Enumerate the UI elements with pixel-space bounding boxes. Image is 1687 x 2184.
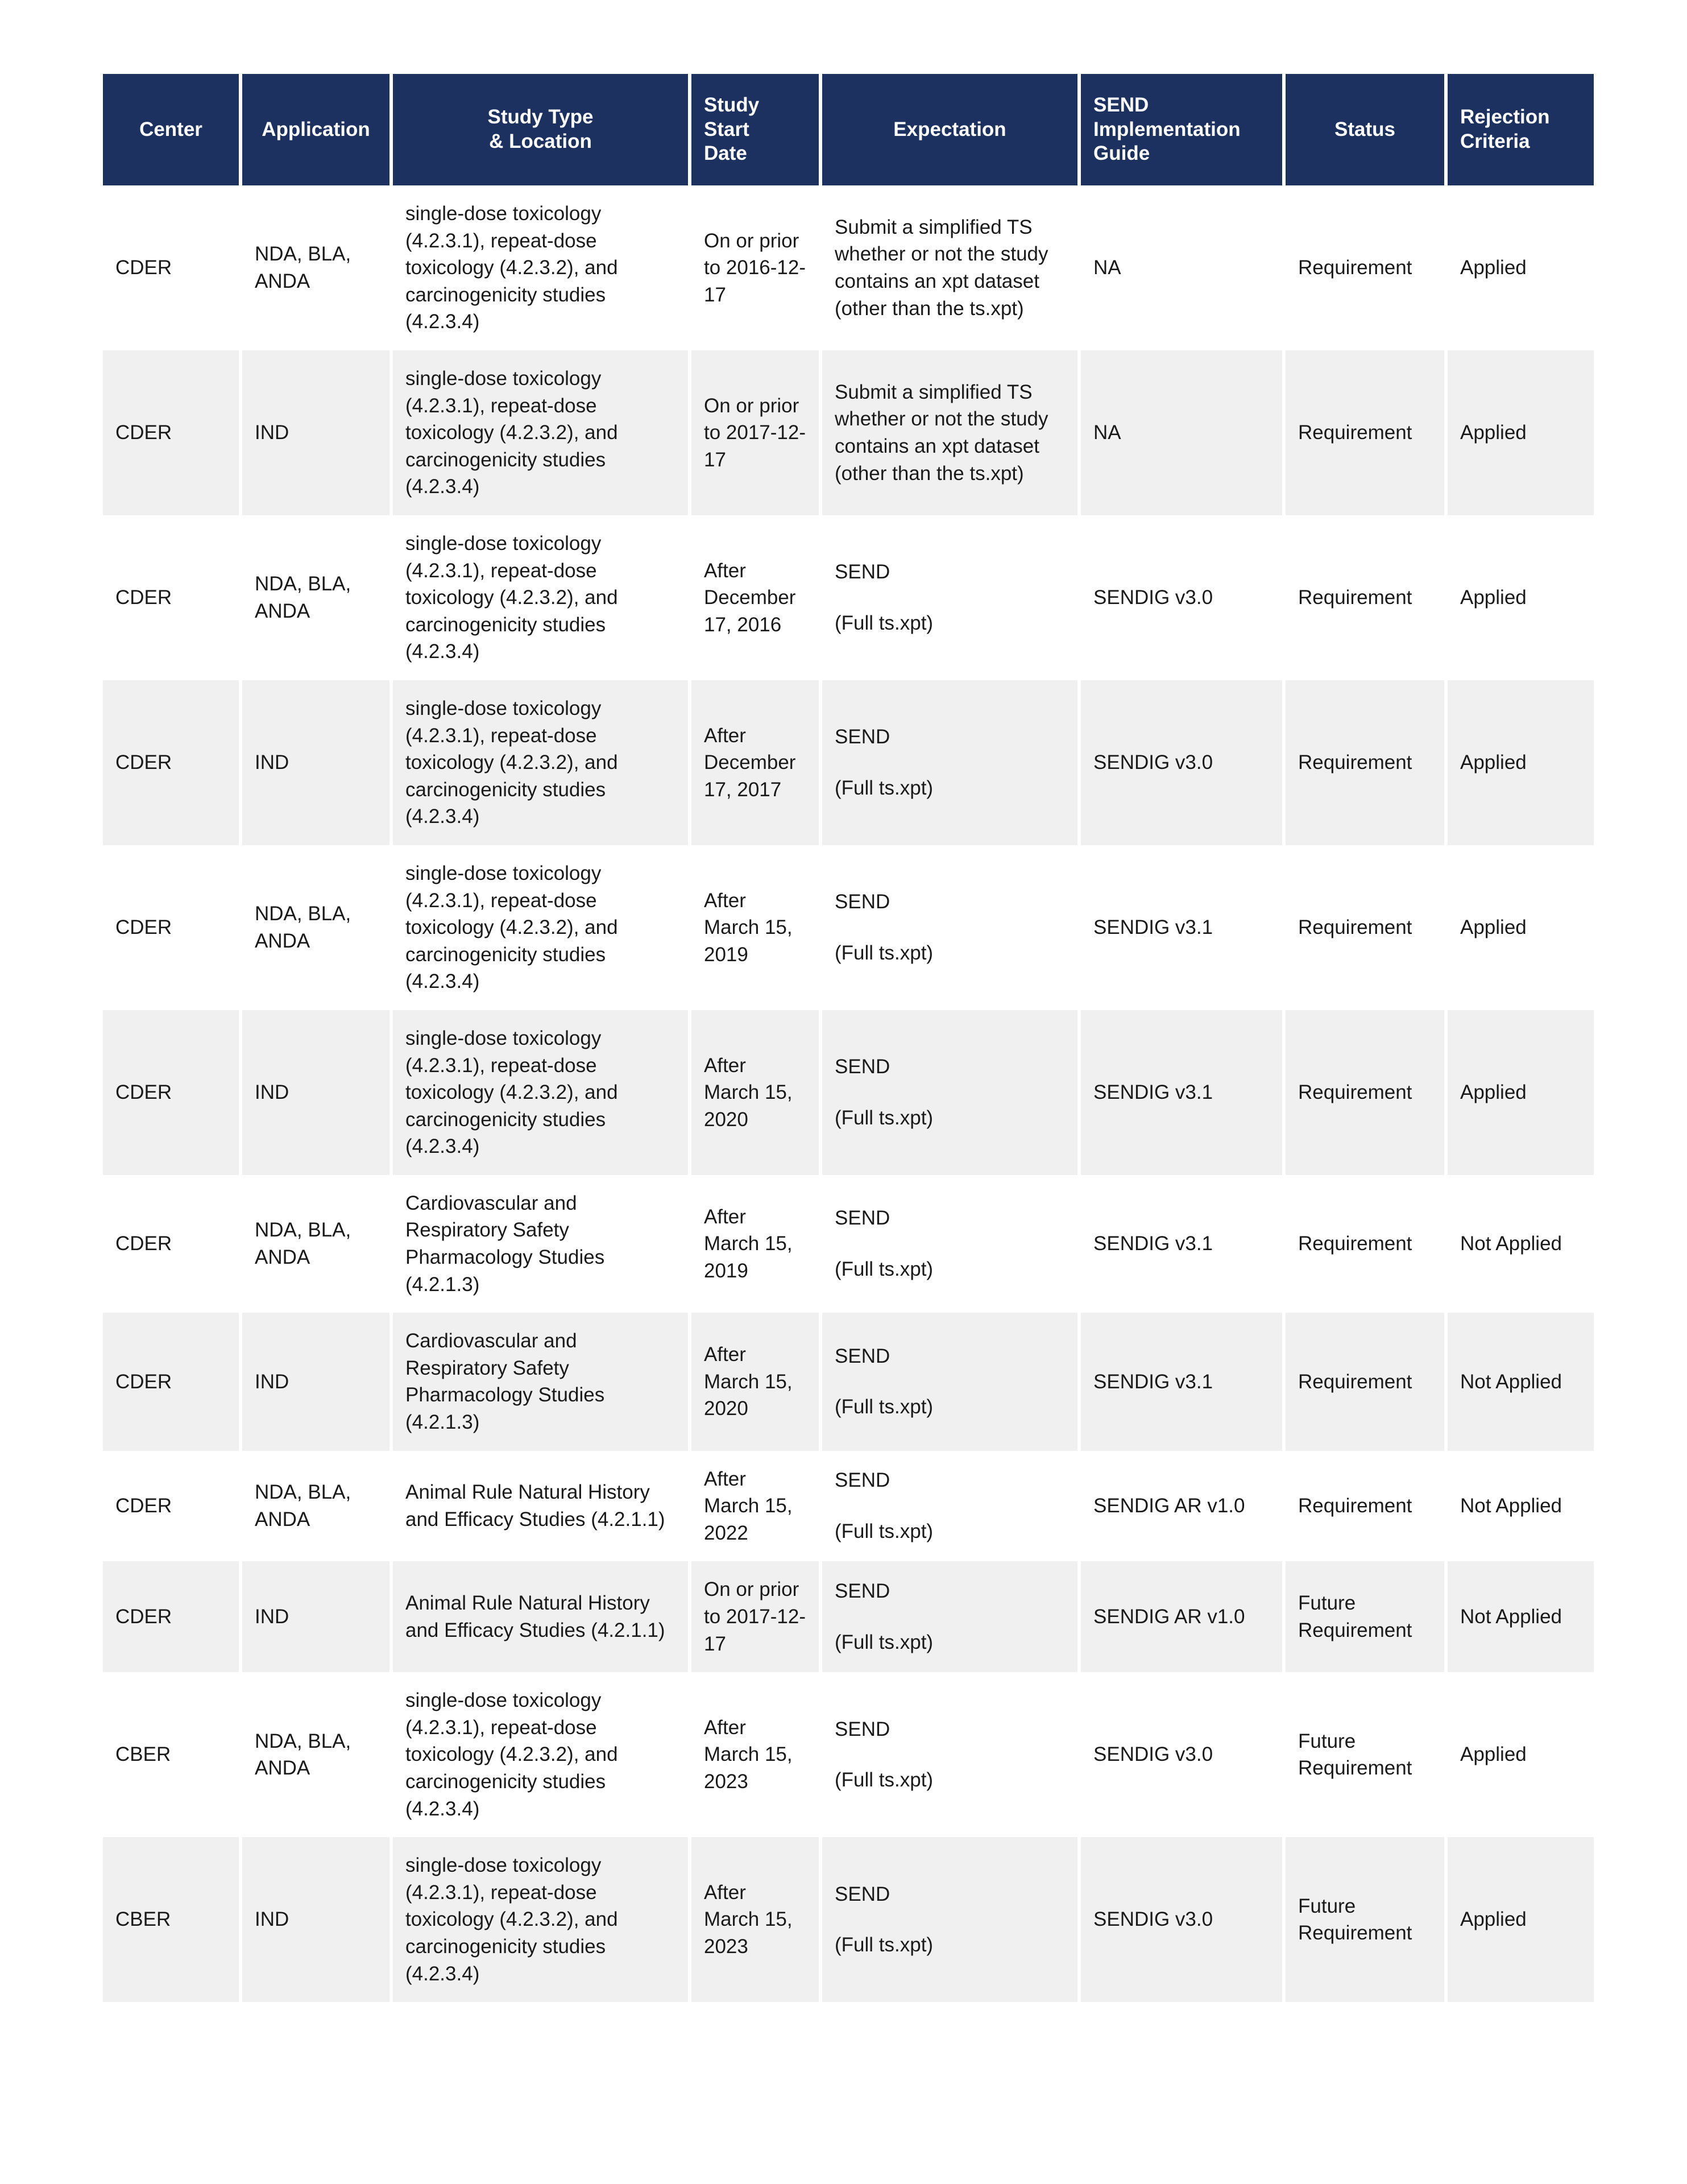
cell-application-value: NDA, BLA, ANDA <box>255 1481 351 1531</box>
cell-application-value: NDA, BLA, ANDA <box>255 573 351 622</box>
cell-send-implementation-guide <box>1081 845 1282 1010</box>
column-header-study-line1: Study Type <box>487 106 594 129</box>
cell-application <box>242 185 389 350</box>
cell-rejection-criteria-value: Not Applied <box>1460 1495 1562 1517</box>
cell-rejection-criteria-value: Applied <box>1460 751 1527 774</box>
cell-rejection-criteria-value: Not Applied <box>1460 1232 1562 1255</box>
cell-study-type-location <box>393 1561 688 1672</box>
cell-application <box>242 1175 389 1313</box>
cell-study-type-location <box>393 1010 688 1175</box>
cell-application <box>242 1010 389 1175</box>
cell-rejection-criteria-value: Applied <box>1460 1908 1527 1931</box>
cell-study-start-date <box>691 680 819 845</box>
cell-study-type-location <box>393 1451 688 1562</box>
cell-application <box>242 1672 389 1837</box>
cell-expectation-note: (Full ts.xpt) <box>835 941 934 964</box>
cell-study-start-date-value: After March 15, 2019 <box>704 889 793 966</box>
cell-center <box>103 1837 239 2002</box>
cell-study-start-date-value: After March 15, 2020 <box>704 1343 793 1420</box>
cell-study-start-date <box>691 1451 819 1562</box>
cell-status <box>1286 350 1444 515</box>
cell-status <box>1286 1837 1444 2002</box>
cell-send-implementation-guide-value: SENDIG v3.1 <box>1093 1081 1213 1104</box>
cell-expectation-note: (Full ts.xpt) <box>835 1258 934 1281</box>
cell-study-type-location-value: single-dose toxicology (4.2.3.1), repeat-dose toxicology (4.2.3.2), and carcinogenicity studies (4.2.3.4) <box>405 697 618 828</box>
cell-study-start-date-value: After December 17, 2016 <box>704 559 796 636</box>
table-row <box>103 845 1594 1010</box>
cell-status-value: Requirement <box>1298 751 1412 774</box>
cell-expectation <box>822 1175 1077 1313</box>
cell-study-type-location <box>393 845 688 1010</box>
cell-application <box>242 515 389 680</box>
cell-rejection-criteria <box>1448 1175 1594 1313</box>
cell-status-value: Requirement <box>1298 1495 1412 1517</box>
cell-application-value: IND <box>255 1606 289 1628</box>
cell-center <box>103 185 239 350</box>
cell-study-start-date <box>691 1313 819 1450</box>
header-row <box>103 74 1594 185</box>
cell-application-value: NDA, BLA, ANDA <box>255 903 351 952</box>
cell-study-start-date-value: After March 15, 2023 <box>704 1716 793 1793</box>
cell-rejection-criteria <box>1448 1451 1594 1562</box>
cell-center-value: CDER <box>115 916 172 939</box>
cell-expectation-value: SEND <box>835 891 890 913</box>
cell-study-start-date-value: On or prior to 2016-12-17 <box>704 229 806 306</box>
cell-status-value: Requirement <box>1298 1232 1412 1255</box>
table-row <box>103 1837 1594 2002</box>
cell-expectation-note: (Full ts.xpt) <box>835 611 934 634</box>
table-body <box>103 185 1594 2002</box>
cell-send-implementation-guide <box>1081 1175 1282 1313</box>
cell-study-start-date-value: After March 15, 2020 <box>704 1054 793 1131</box>
column-header-study-start-date <box>691 74 819 185</box>
cell-study-type-location <box>393 1175 688 1313</box>
column-header-status <box>1286 74 1444 185</box>
cell-send-implementation-guide <box>1081 1837 1282 2002</box>
cell-study-start-date <box>691 515 819 680</box>
cell-send-implementation-guide <box>1081 1672 1282 1837</box>
cell-center-value: CDER <box>115 586 172 609</box>
cell-send-implementation-guide <box>1081 185 1282 350</box>
cell-center <box>103 1451 239 1562</box>
cell-expectation-note: (Full ts.xpt) <box>835 1520 934 1543</box>
cell-expectation <box>822 1451 1077 1562</box>
cell-send-implementation-guide <box>1081 1313 1282 1450</box>
cell-application <box>242 350 389 515</box>
cell-send-implementation-guide <box>1081 1451 1282 1562</box>
cell-study-type-location-value: single-dose toxicology (4.2.3.1), repeat-dose toxicology (4.2.3.2), and carcinogenicity studies (4.2.3.4) <box>405 1854 618 1985</box>
cell-study-type-location <box>393 680 688 845</box>
cell-status-value: Requirement <box>1298 1081 1412 1104</box>
cell-send-implementation-guide-value: NA <box>1093 257 1121 279</box>
cell-expectation-note: (Full ts.xpt) <box>835 1769 934 1792</box>
cell-status-value: Future Requirement <box>1298 1730 1412 1780</box>
cell-send-implementation-guide-value: NA <box>1093 421 1121 444</box>
cell-study-type-location-value: single-dose toxicology (4.2.3.1), repeat-dose toxicology (4.2.3.2), and carcinogenicity studies (4.2.3.4) <box>405 367 618 498</box>
cell-expectation-spacer <box>835 751 1065 775</box>
cell-study-type-location <box>393 515 688 680</box>
cell-expectation-value: SEND <box>835 1883 890 1905</box>
cell-application-value: IND <box>255 751 289 774</box>
cell-study-type-location-value: Animal Rule Natural History and Efficacy Studies (4.2.1.1) <box>405 1592 665 1641</box>
cell-study-type-location <box>393 185 688 350</box>
table-row <box>103 1313 1594 1450</box>
cell-status <box>1286 1313 1444 1450</box>
cell-expectation-value: SEND <box>835 1207 890 1230</box>
cell-center <box>103 350 239 515</box>
cell-study-start-date <box>691 1010 819 1175</box>
cell-study-type-location-value: Cardiovascular and Respiratory Safety Pharmacology Studies (4.2.1.3) <box>405 1330 605 1434</box>
cell-center <box>103 845 239 1010</box>
cell-expectation-note: (Full ts.xpt) <box>835 776 934 799</box>
cell-status <box>1286 1175 1444 1313</box>
cell-rejection-criteria <box>1448 350 1594 515</box>
cell-rejection-criteria-value: Applied <box>1460 1743 1527 1766</box>
cell-center <box>103 1672 239 1837</box>
cell-expectation-value: SEND <box>835 1469 890 1492</box>
cell-application-value: NDA, BLA, ANDA <box>255 243 351 293</box>
cell-center-value: CDER <box>115 421 172 444</box>
cell-expectation-spacer <box>835 1081 1065 1105</box>
column-header-application-label: Application <box>262 118 370 140</box>
cell-center-value: CDER <box>115 1081 172 1104</box>
column-header-rejection-line1: Rejection <box>1460 106 1550 129</box>
cell-rejection-criteria-value: Not Applied <box>1460 1370 1562 1393</box>
cell-study-type-location <box>393 1837 688 2002</box>
cell-status-value: Requirement <box>1298 257 1412 279</box>
cell-center-value: CDER <box>115 1370 172 1393</box>
cell-rejection-criteria <box>1448 1313 1594 1450</box>
cell-center-value: CDER <box>115 751 172 774</box>
cell-study-start-date-value: After March 15, 2019 <box>704 1205 793 1282</box>
cell-application <box>242 1837 389 2002</box>
cell-application <box>242 1313 389 1450</box>
cell-rejection-criteria <box>1448 185 1594 350</box>
cell-expectation-note: (Full ts.xpt) <box>835 1631 934 1653</box>
table-row <box>103 1451 1594 1562</box>
column-header-rejection-criteria <box>1448 74 1594 185</box>
cell-send-implementation-guide-value: SENDIG AR v1.0 <box>1093 1495 1245 1517</box>
table-row <box>103 185 1594 350</box>
cell-status-value: Future Requirement <box>1298 1895 1412 1945</box>
cell-expectation-value: SEND <box>835 1345 890 1367</box>
cell-expectation-value: SEND <box>835 1580 890 1603</box>
cell-application <box>242 845 389 1010</box>
cell-application <box>242 1451 389 1562</box>
cell-study-type-location <box>393 1672 688 1837</box>
cell-expectation-spacer <box>835 1605 1065 1629</box>
cell-center <box>103 680 239 845</box>
cell-expectation-value: SEND <box>835 726 890 748</box>
cell-study-start-date-value: After March 15, 2023 <box>704 1881 793 1958</box>
cell-center-value: CDER <box>115 1495 172 1517</box>
cell-rejection-criteria-value: Applied <box>1460 421 1527 444</box>
cell-center-value: CDER <box>115 1232 172 1255</box>
cell-expectation <box>822 1837 1077 2002</box>
cell-status <box>1286 185 1444 350</box>
cell-expectation-note: (Full ts.xpt) <box>835 1396 934 1418</box>
cell-center-value: CBER <box>115 1908 171 1931</box>
column-header-application <box>242 74 389 185</box>
cell-status <box>1286 1451 1444 1562</box>
column-header-study-type-location <box>393 74 688 185</box>
table-row <box>103 1175 1594 1313</box>
cell-status-value: Requirement <box>1298 421 1412 444</box>
cell-study-type-location-value: single-dose toxicology (4.2.3.1), repeat-dose toxicology (4.2.3.2), and carcinogenicity studies (4.2.3.4) <box>405 202 618 333</box>
cell-send-implementation-guide <box>1081 350 1282 515</box>
cell-study-start-date <box>691 1175 819 1313</box>
table-header <box>103 74 1594 185</box>
cell-study-start-date <box>691 350 819 515</box>
cell-study-type-location-value: single-dose toxicology (4.2.3.1), repeat-dose toxicology (4.2.3.2), and carcinogenicity studies (4.2.3.4) <box>405 532 618 663</box>
cell-status <box>1286 845 1444 1010</box>
cell-expectation <box>822 1313 1077 1450</box>
column-header-date-line1: Study <box>704 94 760 116</box>
cell-study-type-location-value: single-dose toxicology (4.2.3.1), repeat-dose toxicology (4.2.3.2), and carcinogenicity studies (4.2.3.4) <box>405 862 618 993</box>
cell-center-value: CDER <box>115 257 172 279</box>
cell-center-value: CDER <box>115 1606 172 1628</box>
cell-application-value: IND <box>255 1908 289 1931</box>
cell-expectation-value: Submit a simplified TS whether or not the study contains an xpt dataset (other than the ts.xpt) <box>835 380 1048 485</box>
cell-rejection-criteria <box>1448 1010 1594 1175</box>
cell-expectation-spacer <box>835 1494 1065 1518</box>
cell-expectation-value: Submit a simplified TS whether or not the study contains an xpt dataset (other than the ts.xpt) <box>835 216 1048 320</box>
cell-rejection-criteria-value: Applied <box>1460 257 1527 279</box>
cell-study-start-date <box>691 845 819 1010</box>
column-header-center <box>103 74 239 185</box>
cell-expectation-spacer <box>835 586 1065 610</box>
cell-rejection-criteria-value: Applied <box>1460 916 1527 939</box>
cell-study-type-location-value: Animal Rule Natural History and Efficacy Studies (4.2.1.1) <box>405 1481 665 1531</box>
cell-expectation-note: (Full ts.xpt) <box>835 1106 934 1129</box>
column-header-status-label: Status <box>1334 118 1395 140</box>
cell-expectation <box>822 680 1077 845</box>
column-header-study-line2: & Location <box>489 130 592 153</box>
cell-study-start-date <box>691 185 819 350</box>
send-requirements-table <box>100 74 1597 2002</box>
cell-study-start-date-value: On or prior to 2017-12-17 <box>704 1578 806 1655</box>
cell-study-type-location-value: single-dose toxicology (4.2.3.1), repeat-dose toxicology (4.2.3.2), and carcinogenicity studies (4.2.3.4) <box>405 1027 618 1158</box>
cell-send-implementation-guide-value: SENDIG v3.1 <box>1093 1370 1213 1393</box>
cell-send-implementation-guide <box>1081 515 1282 680</box>
cell-study-type-location-value: Cardiovascular and Respiratory Safety Pharmacology Studies (4.2.1.3) <box>405 1192 605 1296</box>
cell-expectation-value: SEND <box>835 561 890 584</box>
cell-status <box>1286 1561 1444 1672</box>
cell-status-value: Requirement <box>1298 916 1412 939</box>
cell-expectation <box>822 1672 1077 1837</box>
cell-study-type-location-value: single-dose toxicology (4.2.3.1), repeat-dose toxicology (4.2.3.2), and carcinogenicity studies (4.2.3.4) <box>405 1689 618 1820</box>
column-header-sendig-line3: Guide <box>1093 142 1150 165</box>
cell-status-value: Requirement <box>1298 1370 1412 1393</box>
cell-status <box>1286 1672 1444 1837</box>
cell-center <box>103 1313 239 1450</box>
cell-study-type-location <box>393 350 688 515</box>
cell-application-value: NDA, BLA, ANDA <box>255 1219 351 1269</box>
cell-application-value: IND <box>255 421 289 444</box>
cell-application <box>242 1561 389 1672</box>
cell-expectation-value: SEND <box>835 1056 890 1078</box>
cell-rejection-criteria-value: Applied <box>1460 586 1527 609</box>
cell-expectation-value: SEND <box>835 1718 890 1740</box>
cell-expectation-spacer <box>835 1232 1065 1256</box>
cell-expectation <box>822 1561 1077 1672</box>
cell-application <box>242 680 389 845</box>
cell-study-start-date <box>691 1672 819 1837</box>
cell-rejection-criteria-value: Applied <box>1460 1081 1527 1104</box>
cell-send-implementation-guide-value: SENDIG v3.0 <box>1093 586 1213 609</box>
cell-rejection-criteria-value: Not Applied <box>1460 1606 1562 1628</box>
cell-send-implementation-guide-value: SENDIG v3.1 <box>1093 1232 1213 1255</box>
cell-rejection-criteria <box>1448 680 1594 845</box>
table-row <box>103 1010 1594 1175</box>
table-row <box>103 1672 1594 1837</box>
cell-center <box>103 515 239 680</box>
column-header-expectation <box>822 74 1077 185</box>
table-row <box>103 350 1594 515</box>
column-header-center-label: Center <box>139 118 202 140</box>
cell-send-implementation-guide-value: SENDIG v3.0 <box>1093 1908 1213 1931</box>
cell-send-implementation-guide-value: SENDIG v3.0 <box>1093 751 1213 774</box>
cell-rejection-criteria <box>1448 1561 1594 1672</box>
cell-expectation-note: (Full ts.xpt) <box>835 1934 934 1956</box>
cell-send-implementation-guide <box>1081 1010 1282 1175</box>
cell-rejection-criteria <box>1448 845 1594 1010</box>
cell-rejection-criteria <box>1448 515 1594 680</box>
cell-study-start-date <box>691 1837 819 2002</box>
column-header-sendig-line2: Implementation <box>1093 118 1241 140</box>
table-row <box>103 680 1594 845</box>
table-row <box>103 1561 1594 1672</box>
cell-study-start-date <box>691 1561 819 1672</box>
column-header-send-implementation-guide <box>1081 74 1282 185</box>
cell-send-implementation-guide <box>1081 680 1282 845</box>
cell-send-implementation-guide-value: SENDIG AR v1.0 <box>1093 1606 1245 1628</box>
cell-study-type-location <box>393 1313 688 1450</box>
cell-center <box>103 1561 239 1672</box>
cell-center <box>103 1010 239 1175</box>
column-header-date-line3: Date <box>704 142 747 165</box>
column-header-rejection-line2: Criteria <box>1460 130 1530 153</box>
cell-expectation <box>822 185 1077 350</box>
column-header-expectation-label: Expectation <box>893 118 1006 140</box>
cell-rejection-criteria <box>1448 1672 1594 1837</box>
cell-expectation-spacer <box>835 916 1065 940</box>
cell-center-value: CBER <box>115 1743 171 1766</box>
cell-status <box>1286 515 1444 680</box>
cell-expectation-spacer <box>835 1743 1065 1767</box>
cell-expectation <box>822 1010 1077 1175</box>
cell-send-implementation-guide-value: SENDIG v3.1 <box>1093 916 1213 939</box>
cell-expectation <box>822 845 1077 1010</box>
cell-send-implementation-guide <box>1081 1561 1282 1672</box>
cell-send-implementation-guide-value: SENDIG v3.0 <box>1093 1743 1213 1766</box>
cell-application-value: IND <box>255 1081 289 1104</box>
cell-study-start-date-value: On or prior to 2017-12-17 <box>704 394 806 471</box>
cell-application-value: IND <box>255 1370 289 1393</box>
column-header-sendig-line1: SEND <box>1093 94 1149 116</box>
cell-study-start-date-value: After December 17, 2017 <box>704 724 796 801</box>
cell-status <box>1286 680 1444 845</box>
cell-expectation-spacer <box>835 1370 1065 1393</box>
cell-expectation <box>822 515 1077 680</box>
cell-status <box>1286 1010 1444 1175</box>
column-header-date-line2: Start <box>704 118 749 140</box>
cell-application-value: NDA, BLA, ANDA <box>255 1730 351 1780</box>
cell-expectation <box>822 350 1077 515</box>
cell-expectation-spacer <box>835 1908 1065 1931</box>
cell-study-start-date-value: After March 15, 2022 <box>704 1467 793 1544</box>
cell-status-value: Future Requirement <box>1298 1592 1412 1641</box>
cell-status-value: Requirement <box>1298 586 1412 609</box>
cell-rejection-criteria <box>1448 1837 1594 2002</box>
table-row <box>103 515 1594 680</box>
cell-center <box>103 1175 239 1313</box>
